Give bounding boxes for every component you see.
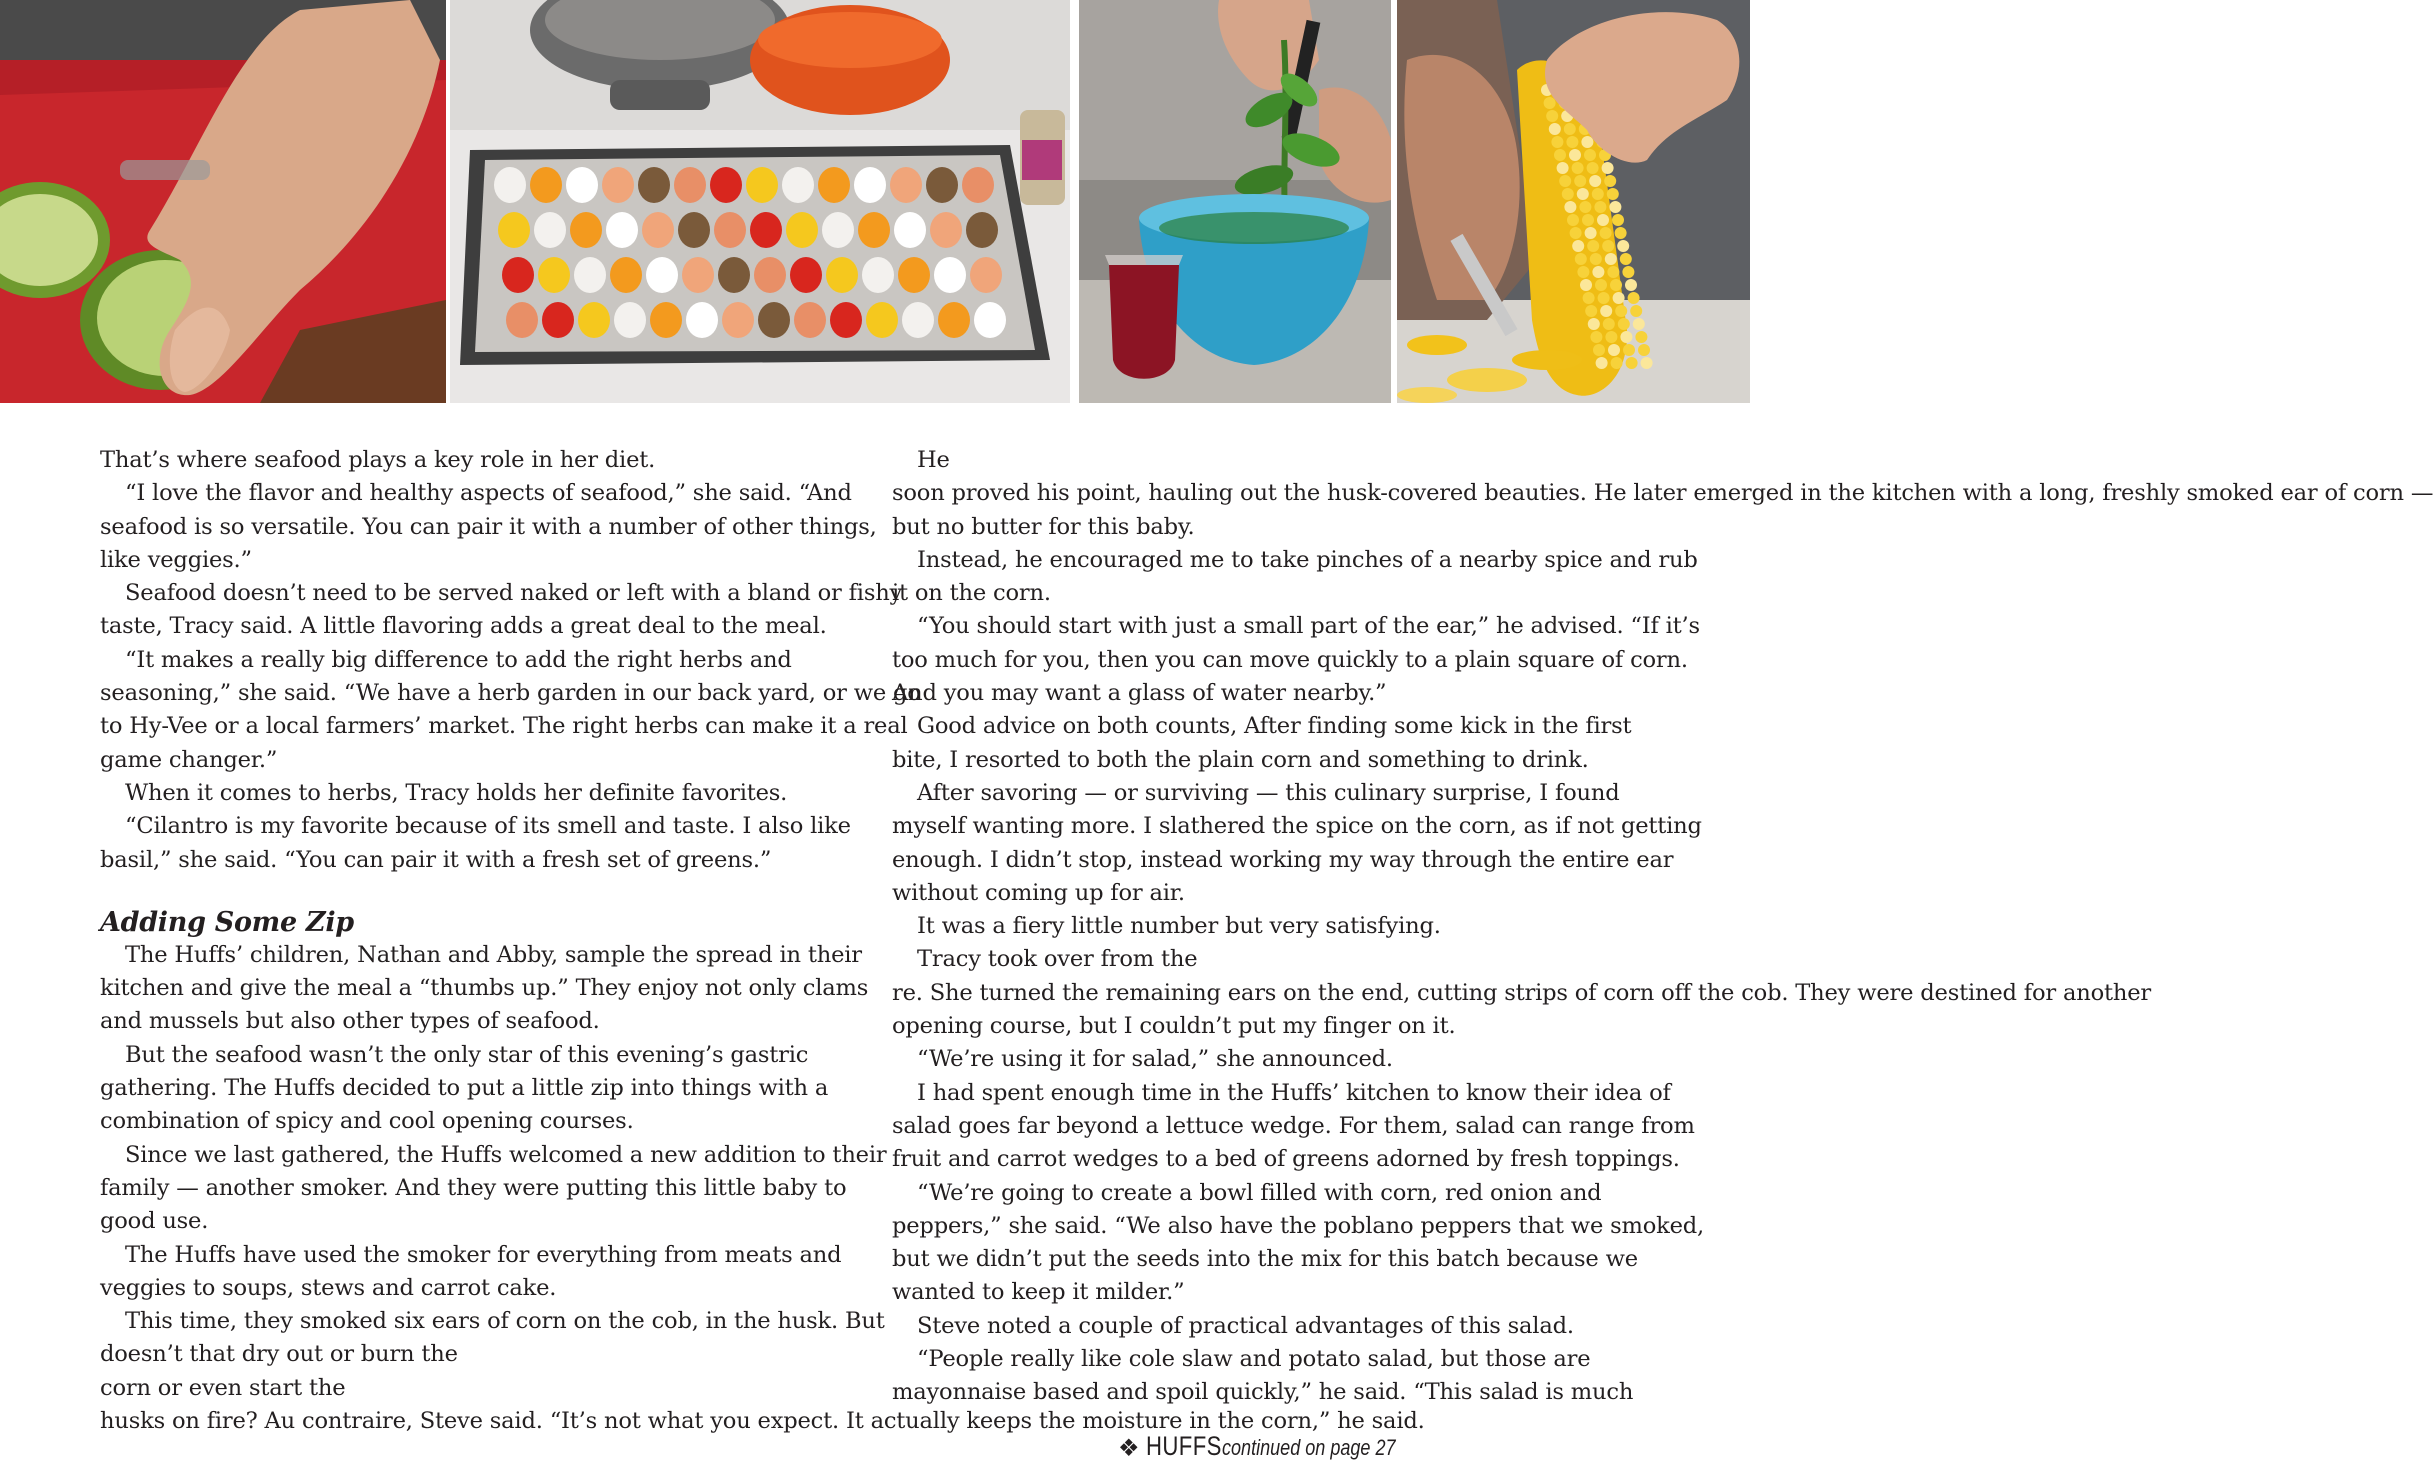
corn-kernel — [1572, 162, 1584, 174]
corn-kernel — [1551, 136, 1563, 148]
kabob-piece — [606, 212, 638, 248]
corn-kernel — [1559, 175, 1571, 187]
corn-kernel — [1574, 175, 1586, 187]
kabob-piece — [970, 257, 1002, 293]
corn-kernel — [1583, 292, 1595, 304]
corn-kernel — [1564, 201, 1576, 213]
kabob-piece — [566, 167, 598, 203]
paragraph: “I love the flavor and healthy aspects of seafood,” she said. “And seafood is so versatile. You can pair it with a number of other things, like veggies.” — [100, 480, 877, 573]
corn-kernel — [1585, 227, 1597, 239]
corn-kernel — [1597, 214, 1609, 226]
paragraph: He soon proved his point, hauling out the husk-covered beauties. He later emerged in the kitchen with a long, freshly smoked ear of corn — but no butter for this baby. — [892, 447, 2433, 540]
corn-kernel — [1569, 149, 1581, 161]
corn-kernel — [1605, 253, 1617, 265]
corn-kernel — [1623, 344, 1635, 356]
corn-kernel — [1638, 344, 1650, 356]
corn-kernel — [1622, 266, 1634, 278]
corn-kernel — [1587, 240, 1599, 252]
paragraph: “We’re using it for salad,” she announced. — [917, 1046, 1393, 1073]
kabob-piece — [718, 257, 750, 293]
corn-kernel — [1594, 201, 1606, 213]
paragraph: “It makes a really big difference to add the right herbs and seasoning,” she said. “We have a herb garden in our back yard, or we go to Hy-Vee or a local farmers’ market. The right herbs can make it a real game changer.” — [100, 646, 921, 773]
corn-kernel — [1610, 279, 1622, 291]
paragraph: I had spent enough time in the Huffs’ kitchen to know their idea of salad goes far beyond a lettuce wedge. For them, salad can range from fruit and carrot wedges to a bed of greens adorned by fresh toppings. — [892, 1079, 1695, 1173]
kabob-piece — [502, 257, 534, 293]
kabob-piece — [822, 212, 854, 248]
corn-kernel — [1570, 227, 1582, 239]
kabob-piece — [538, 257, 570, 293]
kabob-piece — [678, 212, 710, 248]
corn-kernel — [1544, 97, 1556, 109]
corn-kernel — [1605, 331, 1617, 343]
kabob-piece — [746, 167, 778, 203]
corn-kernel — [1557, 162, 1569, 174]
kabob-piece — [682, 257, 714, 293]
corn-kernel — [1612, 214, 1624, 226]
corn-kernel — [1577, 266, 1589, 278]
corn-kernel — [1626, 357, 1638, 369]
paragraph: The Huffs’ children, Nathan and Abby, sample the spread in their kitchen and give the meal a “thumbs up.” They enjoy not only clams and mussels but also other types of seafood. — [100, 941, 869, 1035]
kabob-piece — [530, 167, 562, 203]
paragraph: “People really like cole slaw and potato salad, but those are mayonnaise based and spoil quickly,” he said. “This salad is much — [892, 1346, 1634, 1406]
paragraph: It was a fiery little number but very satisfying. — [917, 913, 1441, 940]
corn-kernel — [1630, 305, 1642, 317]
corn-kernel — [1600, 305, 1612, 317]
paragraph: Steve noted a couple of practical advantages of this salad. — [917, 1312, 1574, 1339]
kabob-piece — [858, 212, 890, 248]
corn-kernel — [1589, 175, 1601, 187]
corn-kernel — [1549, 123, 1561, 135]
kabob-piece — [782, 167, 814, 203]
kabob-piece — [650, 302, 682, 338]
corn-kernel — [1596, 357, 1608, 369]
kabob-piece — [714, 212, 746, 248]
paragraph: Tracy took over from the re. She turned the remaining ears on the end, cutting strips of corn off the cob. They were destined for another opening course, but I couldn’t put my finger on it. — [892, 946, 2151, 1040]
kabob-piece — [722, 302, 754, 338]
kabob-piece — [754, 257, 786, 293]
corn-kernel — [1607, 266, 1619, 278]
corn-kernel — [1581, 136, 1593, 148]
corn-kernel — [1572, 240, 1584, 252]
kabob-piece — [610, 257, 642, 293]
corn-kernel — [1562, 188, 1574, 200]
kabob-piece — [686, 302, 718, 338]
corn-kernel — [1579, 201, 1591, 213]
kabob-piece — [674, 167, 706, 203]
corn-kernel — [1587, 162, 1599, 174]
corn-kernel — [1592, 266, 1604, 278]
corn-kernel — [1607, 188, 1619, 200]
photo-seafood-kabobs-tray — [450, 0, 1070, 403]
corn-kernel — [1620, 253, 1632, 265]
corn-kernel — [1628, 292, 1640, 304]
corn-kernel — [1635, 331, 1647, 343]
corn-kernel — [1613, 292, 1625, 304]
corn-kernel — [1600, 227, 1612, 239]
corn-kernel — [1617, 240, 1629, 252]
paragraph: This time, they smoked six ears of corn on the cob, in the husk. But doesn’t that dry out or burn the corn or even start the husks on fire? Au contraire, Steve said. “It’s not what you expect. It actually keeps the moisture in the corn,” he said. — [100, 1308, 1425, 1435]
corn-kernel — [1625, 279, 1637, 291]
corn-kernel — [1602, 240, 1614, 252]
kabob-piece — [898, 257, 930, 293]
kabob-piece — [642, 212, 674, 248]
paragraph: Instead, he encouraged me to take pinches of a nearby spice and rub it on the corn. — [892, 546, 1698, 607]
kabob-piece — [758, 302, 790, 338]
corn-kernel — [1590, 253, 1602, 265]
kabob-piece — [710, 167, 742, 203]
corn-kernel — [1582, 214, 1594, 226]
kabob-piece — [866, 302, 898, 338]
kabob-piece — [894, 212, 926, 248]
kabob-piece — [962, 167, 994, 203]
corn-kernel — [1567, 214, 1579, 226]
corn-kernel — [1615, 227, 1627, 239]
paragraph: Good advice on both counts, After finding some kick in the first bite, I resorted to both the plain corn and something to drink. — [892, 713, 1632, 773]
photo-basil-blue-bowl — [1079, 0, 1391, 403]
corn-kernel — [1546, 110, 1558, 122]
kabob-piece — [862, 257, 894, 293]
paragraph: That’s where seafood plays a key role in her diet. — [100, 447, 656, 473]
paragraph: “We’re going to create a bowl filled with corn, red onion and peppers,” she said. “We also have the poblano peppers that we smoked, but we didn’t put the seeds into the mix for this batch because we wanted to keep it milder.” — [892, 1179, 1705, 1306]
paragraph: Seafood doesn’t need to be served naked or left with a bland or fishy taste, Tracy said. A little flavoring adds a great deal to the meal. — [100, 580, 903, 640]
kabob-piece — [574, 257, 606, 293]
kabob-piece — [930, 212, 962, 248]
corn-kernel — [1590, 331, 1602, 343]
kabob-piece — [830, 302, 862, 338]
paragraph: “Cilantro is my favorite because of its smell and taste. I also like basil,” she said. “You can pair it with a fresh set of greens.” — [100, 813, 851, 873]
kabob-piece — [498, 212, 530, 248]
paragraph: When it comes to herbs, Tracy holds her definite favorites. — [125, 779, 788, 806]
fleuron-icon: ❖ — [1118, 1435, 1140, 1462]
kabob-piece — [818, 167, 850, 203]
kabob-piece — [646, 257, 678, 293]
corn-kernel — [1585, 305, 1597, 317]
kabob-piece — [974, 302, 1006, 338]
kabob-piece — [578, 302, 610, 338]
kabob-piece — [494, 167, 526, 203]
paragraph: The Huffs have used the smoker for everything from meats and veggies to soups, stews and carrot cake. — [100, 1241, 842, 1301]
corn-kernel — [1584, 149, 1596, 161]
corn-kernel — [1604, 175, 1616, 187]
article-column-right — [892, 444, 2433, 1410]
corn-kernel — [1620, 331, 1632, 343]
kabob-piece — [854, 167, 886, 203]
kabob-piece — [602, 167, 634, 203]
photo-strip — [0, 0, 1750, 403]
paragraph: But the seafood wasn’t the only star of this evening’s gastric gathering. The Huffs decided to put a little zip into things with a combination of spicy and cool opening courses. — [100, 1041, 829, 1135]
corn-kernel — [1566, 136, 1578, 148]
corn-kernel — [1575, 253, 1587, 265]
continued-story-name: HUFFS — [1145, 1431, 1222, 1461]
corn-kernel — [1641, 357, 1653, 369]
kabob-piece — [902, 302, 934, 338]
kabob-piece — [750, 212, 782, 248]
corn-kernel — [1595, 279, 1607, 291]
kabob-piece — [786, 212, 818, 248]
kabob-piece — [506, 302, 538, 338]
kabob-piece — [794, 302, 826, 338]
kabob-piece — [890, 167, 922, 203]
photo-lime-cutting-board — [0, 0, 446, 403]
photo-corn-cob — [1397, 0, 1750, 403]
paragraph: Since we last gathered, the Huffs welcomed a new addition to their family — another smoker. And they were putting this little baby to good use. — [100, 1141, 887, 1235]
kabob-piece — [938, 302, 970, 338]
kabob-piece — [926, 167, 958, 203]
continued-page-text: continued on page 27 — [1221, 1435, 1396, 1460]
section-subhead: Adding Some Zip — [100, 906, 354, 938]
paragraph: After savoring — or surviving — this culinary surprise, I found myself wanting more. I slathered the spice on the corn, as if not getting enough. I didn’t stop, instead working my way through the entire ear without coming up for air. — [892, 779, 1702, 906]
kabob-piece — [934, 257, 966, 293]
kabob-piece — [542, 302, 574, 338]
corn-kernel — [1611, 357, 1623, 369]
kabob-piece — [570, 212, 602, 248]
corn-kernel — [1618, 318, 1630, 330]
corn-kernel — [1633, 318, 1645, 330]
kabob-piece — [534, 212, 566, 248]
kabob-piece — [826, 257, 858, 293]
corn-kernel — [1580, 279, 1592, 291]
corn-kernel — [1592, 188, 1604, 200]
kabob-piece — [638, 167, 670, 203]
corn-kernel — [1609, 201, 1621, 213]
kabob-piece — [966, 212, 998, 248]
kabob-piece — [790, 257, 822, 293]
corn-kernel — [1593, 344, 1605, 356]
corn-kernel — [1564, 123, 1576, 135]
corn-kernel — [1588, 318, 1600, 330]
kabob-piece — [614, 302, 646, 338]
corn-kernel — [1598, 292, 1610, 304]
continued-jump-line — [1118, 1431, 1433, 1465]
corn-kernel — [1554, 149, 1566, 161]
corn-kernel — [1603, 318, 1615, 330]
corn-kernel — [1608, 344, 1620, 356]
corn-kernel — [1602, 162, 1614, 174]
corn-kernel — [1577, 188, 1589, 200]
paragraph: “You should start with just a small part of the ear,” he advised. “If it’s too much for you, then you can move quickly to a plain square of corn. And you may want a glass of water nearby.” — [892, 613, 1700, 707]
corn-kernel — [1615, 305, 1627, 317]
